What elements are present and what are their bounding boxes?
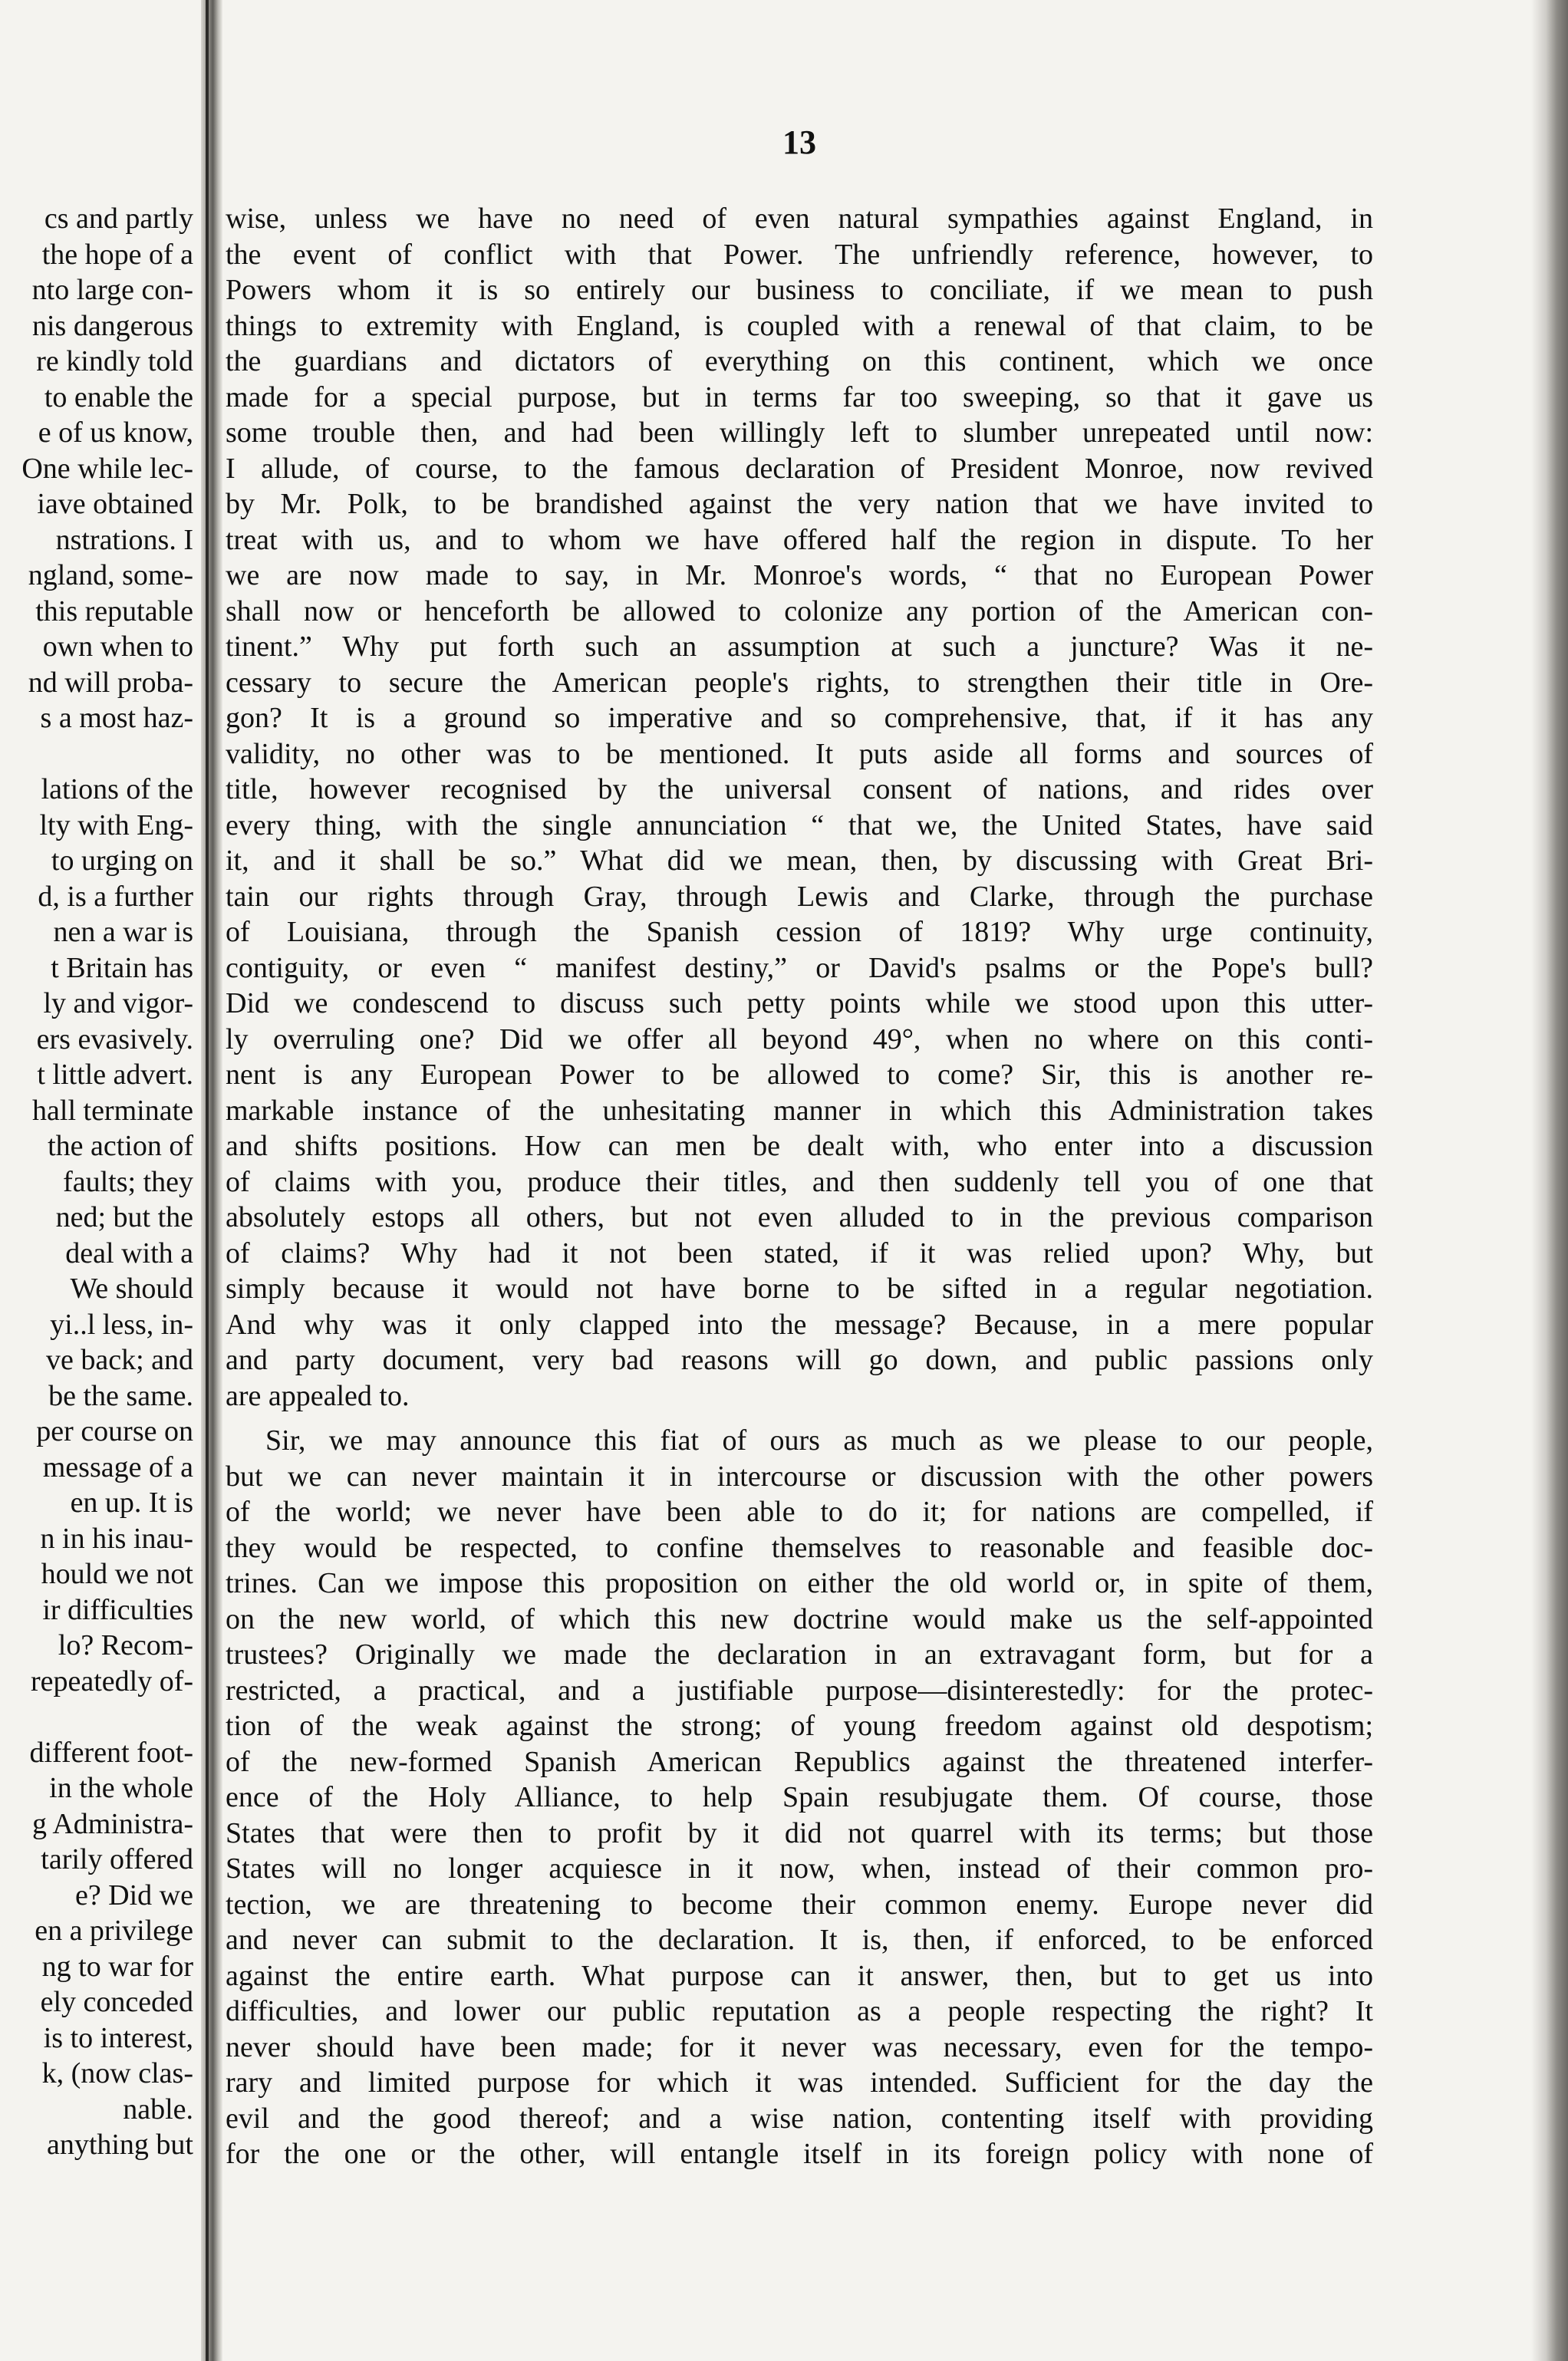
fragment-line: nstrations. I	[55, 523, 193, 556]
fragment-line: iave obtained	[37, 488, 193, 520]
fragment-line: in the whole	[49, 1772, 193, 1804]
text-line: and never can submit to the declaration. It is, then, if enforced, to be enforced	[226, 1924, 1373, 1956]
fragment-line: nis dangerous	[31, 309, 193, 342]
text-line: and party document, very bad reasons will go down, and public passions only	[226, 1344, 1373, 1376]
text-line: never should have been made; for it never was necessary, even for the tempo-	[226, 2030, 1373, 2063]
text-line: are appealed to.	[226, 1379, 410, 1412]
text-line: of the world; we never have been able to do it; for nations are compelled, if	[226, 1496, 1373, 1528]
text-line: things to extremity with England, is coupled with a renewal of that claim, to be	[226, 309, 1373, 342]
text-line: for the one or the other, will entangle itself in its foreign policy with none of	[226, 2138, 1373, 2170]
fragment-line: yi..l less, in-	[50, 1308, 193, 1341]
fragment-line: message of a	[42, 1451, 193, 1483]
fragment-line: own when to	[42, 631, 193, 663]
text-line: markable instance of the unhesitating manner in which this Administration takes	[226, 1094, 1373, 1127]
text-line: cessary to secure the American people's rights, to strengthen their title in Ore-	[226, 666, 1373, 699]
page-right-edge-shadow	[1531, 0, 1568, 2361]
fragment-line: is to interest,	[43, 2021, 193, 2054]
fragment-line: t little advert.	[37, 1059, 193, 1091]
fragment-line: repeatedly of-	[30, 1665, 193, 1697]
text-line: tain our rights through Gray, through Lewis and Clarke, through the purchase	[226, 880, 1373, 913]
text-line: we are now made to say, in Mr. Monroe's words, “ that no European Power	[226, 559, 1373, 591]
text-line: made for a special purpose, but in terms far too sweeping, so that it gave us	[226, 380, 1373, 413]
page-body-text	[226, 201, 1373, 2172]
fragment-line: cs and partly	[44, 203, 193, 235]
text-line: tinent.” Why put forth such an assumption at such a juncture? Was it ne-	[226, 631, 1373, 663]
text-line: ly overruling one? Did we offer all beyond 49°, when no where on this conti-	[226, 1022, 1373, 1055]
text-line: tection, we are threatening to become their common enemy. Europe never did	[226, 1888, 1373, 1921]
text-line: States will no longer acquiesce in it now, when, instead of their common pro-	[226, 1852, 1373, 1885]
text-line: rary and limited purpose for which it was intended. Sufficient for the day the	[226, 2066, 1373, 2099]
fragment-line: different foot-	[29, 1736, 193, 1769]
text-line: some trouble then, and had been willingly left to slumber unrepeated until now:	[226, 417, 1373, 449]
text-line: every thing, with the single annunciation “ that we, the United States, have said	[226, 808, 1373, 841]
fragment-line: the hope of a	[41, 238, 193, 271]
fragment-line	[0, 1699, 193, 1735]
text-line: against the entire earth. What purpose can it answer, then, but to get us into	[226, 1959, 1373, 1992]
paragraph-1	[226, 201, 1373, 1414]
fragment-line: hould we not	[41, 1558, 193, 1590]
text-line: Did we condescend to discuss such petty points while we stood upon this utter-	[226, 987, 1373, 1019]
text-line: nent is any European Power to be allowed to come? Sir, this is another re-	[226, 1059, 1373, 1091]
fragment-line: the action of	[48, 1130, 193, 1162]
text-line: on the new world, of which this new doctrine would make us the self-appointed	[226, 1602, 1373, 1635]
fragment-line: k, (now clas-	[41, 2057, 193, 2089]
fragment-line: faults; they	[63, 1165, 193, 1198]
fragment-line: anything but	[46, 2129, 193, 2161]
fragment-line: en a privilege	[35, 1915, 193, 1947]
paragraph-2	[226, 1423, 1373, 2172]
text-line: tion of the weak against the strong; of young freedom against old despotism;	[226, 1710, 1373, 1742]
fragment-line	[0, 736, 193, 772]
fragment-line: nd will proba-	[28, 666, 193, 699]
text-line: difficulties, and lower our public reputation as a people respecting the right? It	[226, 1995, 1373, 2027]
text-line: of claims with you, produce their titles, and then suddenly tell you of one that	[226, 1165, 1373, 1198]
fragment-line: e of us know,	[38, 417, 193, 449]
fragment-line: lo? Recom-	[58, 1629, 193, 1661]
paragraph-gap	[226, 1414, 1373, 1423]
fragment-line: nen a war is	[53, 916, 193, 948]
text-line: wise, unless we have no need of even natural sympathies against England, in	[226, 203, 1373, 235]
text-line: restricted, a practical, and a justifiable purpose—disinterestedly: for the protec-	[226, 1674, 1373, 1707]
fragment-line: be the same.	[48, 1379, 193, 1412]
fragment-line: deal with a	[65, 1236, 193, 1269]
text-line: validity, no other was to be mentioned. It puts aside all forms and sources of	[226, 737, 1373, 770]
fragment-line: ir difficulties	[42, 1593, 193, 1626]
previous-page-fragment	[0, 201, 193, 2163]
fragment-line: One while lec-	[21, 452, 193, 485]
fragment-line: ers evasively.	[36, 1022, 193, 1055]
fragment-line: e? Did we	[74, 1879, 193, 1912]
text-line: title, however recognised by the universal consent of nations, and rides over	[226, 773, 1373, 805]
text-line: absolutely estops all others, but not even alluded to in the previous comparison	[226, 1201, 1373, 1233]
text-line: Powers whom it is so entirely our business to conciliate, if we mean to push	[226, 274, 1373, 306]
text-line: by Mr. Polk, to be brandished against the very nation that we have invited to	[226, 488, 1373, 520]
text-line: it, and it shall be so.” What did we mean, then, by discussing with Great Bri-	[226, 845, 1373, 877]
book-gutter	[201, 0, 222, 2361]
fragment-line: ng to war for	[41, 1950, 193, 1983]
fragment-line: nable.	[123, 2093, 193, 2126]
text-line: And why was it only clapped into the message? Because, in a mere popular	[226, 1308, 1373, 1341]
text-line: I allude, of course, to the famous declaration of President Monroe, now revived	[226, 452, 1373, 485]
fragment-line: en up. It is	[70, 1487, 193, 1519]
text-line: the event of conflict with that Power. The unfriendly reference, however, to	[226, 238, 1373, 271]
text-line: contiguity, or even “ manifest destiny,” or David's psalms or the Pope's bull?	[226, 951, 1373, 984]
fragment-line: s a most haz-	[40, 702, 193, 734]
fragment-line: ve back; and	[45, 1344, 193, 1376]
text-line: and shifts positions. How can men be dealt with, who enter into a discussion	[226, 1130, 1373, 1162]
fragment-line: nto large con-	[31, 274, 193, 306]
fragment-line: this reputable	[35, 594, 193, 627]
text-line: of the new-formed Spanish American Republics against the threatened interfer-	[226, 1745, 1373, 1778]
fragment-line: g Administra-	[31, 1807, 193, 1840]
fragment-line: tarily offered	[41, 1843, 193, 1875]
fragment-line: d, is a further	[38, 880, 193, 913]
fragment-line: to urging on	[51, 845, 193, 877]
text-line: the guardians and dictators of everything on this continent, which we once	[226, 345, 1373, 377]
text-line: shall now or henceforth be allowed to colonize any portion of the American con-	[226, 594, 1373, 627]
fragment-line: ely conceded	[40, 1986, 193, 2018]
text-line: trustees? Originally we made the declaration in an extravagant form, but for a	[226, 1638, 1373, 1671]
text-line: evil and the good thereof; and a wise nation, contenting itself with providing	[226, 2102, 1373, 2135]
fragment-line: We should	[70, 1273, 193, 1305]
fragment-line: n in his inau-	[40, 1522, 193, 1555]
fragment-line: t Britain has	[51, 951, 193, 984]
text-line: of Louisiana, through the Spanish cession of 1819? Why urge continuity,	[226, 916, 1373, 948]
text-line: Sir, we may announce this fiat of ours as much as we please to our people,	[265, 1424, 1373, 1457]
fragment-line: to enable the	[44, 380, 193, 413]
gutter-rule	[206, 0, 209, 2361]
page-number: 13	[782, 123, 816, 161]
text-line: but we can never maintain it in intercourse or discussion with the other powers	[226, 1460, 1373, 1493]
text-line: of claims? Why had it not been stated, if it was relied upon? Why, but	[226, 1236, 1373, 1269]
text-line: States that were then to profit by it did not quarrel with its terms; but those	[226, 1816, 1373, 1849]
fragment-line: lations of the	[41, 773, 193, 805]
fragment-line: ngland, some-	[28, 559, 193, 591]
fragment-line: re kindly told	[36, 345, 193, 377]
text-line: treat with us, and to whom we have offered half the region in dispute. To her	[226, 523, 1373, 556]
text-line: gon? It is a ground so imperative and so comprehensive, that, if it has any	[226, 702, 1373, 734]
fragment-line: hall terminate	[32, 1094, 193, 1127]
fragment-line: per course on	[36, 1415, 193, 1447]
text-line: trines. Can we impose this proposition on either the old world or, in spite of them,	[226, 1567, 1373, 1599]
text-line: they would be respected, to confine themselves to reasonable and feasible doc-	[226, 1531, 1373, 1564]
fragment-line: ly and vigor-	[43, 987, 193, 1019]
fragment-line: ned; but the	[55, 1201, 193, 1233]
fragment-line: lty with Eng-	[39, 808, 193, 841]
text-line: ence of the Holy Alliance, to help Spain resubjugate them. Of course, those	[226, 1781, 1373, 1813]
text-line: simply because it would not have borne to be sifted in a regular negotiation.	[226, 1273, 1373, 1305]
